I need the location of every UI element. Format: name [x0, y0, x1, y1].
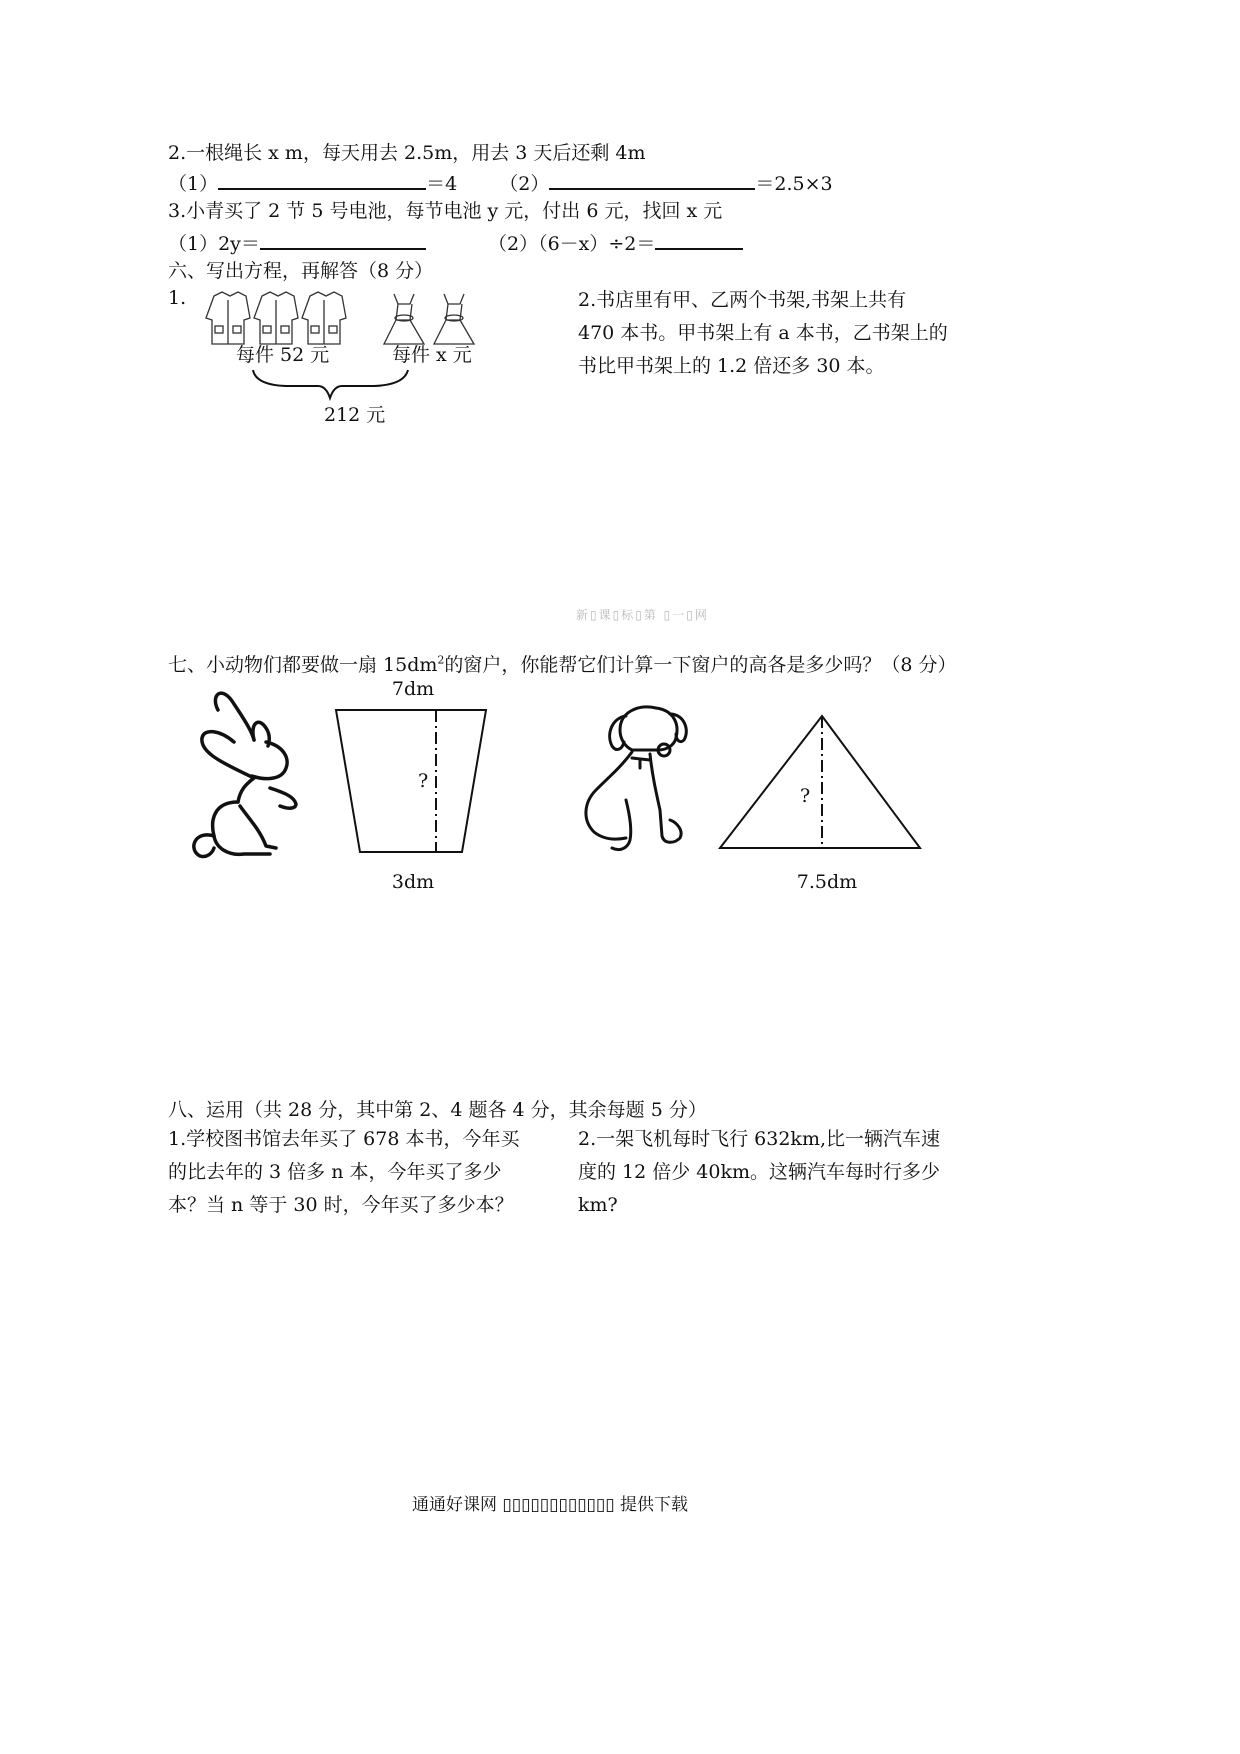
heading-part: 的窗户，你能帮它们计算一下窗户的高各是多少吗？（8 分） [444, 654, 957, 676]
part2-label: （2） [499, 173, 550, 195]
trapezoid-shape [336, 710, 486, 852]
question-6-1-number: 1. [168, 287, 187, 309]
heading-part: 七、小动物们都要做一扇 15dm [168, 654, 438, 676]
total-brace [253, 370, 408, 398]
trapezoid-height-label: ? [418, 770, 429, 792]
part1-label: （1）2y＝ [168, 233, 260, 255]
answer-blank[interactable] [260, 228, 426, 250]
section-7-heading [168, 650, 957, 677]
dog-icon [586, 707, 686, 850]
question-5-2-text: 2.一根绳长 x m，每天用去 2.5m，用去 3 天后还剩 4m [168, 142, 646, 164]
question-5-3-part2 [488, 228, 743, 256]
answer-blank[interactable] [549, 168, 755, 190]
question-8-2-text: 2.一架飞机每时飞行 632km,比一辆汽车速度的 12 倍少 40km。这辆汽车每时行多少 km? [578, 1128, 941, 1216]
rabbit-icon [194, 693, 296, 856]
question-8-1-text: 1.学校图书馆去年买了 678 本书，今年买的比去年的 3 倍多 n 本，今年买了多少本？当 n 等于 30 时，今年买了多少本？ [168, 1128, 520, 1216]
heading-superscript: 2 [437, 653, 445, 667]
answer-blank[interactable] [218, 168, 426, 190]
part2-label: （2）（6－x）÷2＝ [488, 233, 656, 255]
part1-tail: ＝4 [426, 173, 458, 195]
triangle-height-label: ? [800, 785, 811, 807]
watermark: 新▯课▯标▯第 ▯一▯网 [576, 608, 709, 622]
answer-blank[interactable] [655, 228, 743, 250]
dress-icon [384, 294, 474, 344]
section-7-figure [180, 680, 960, 910]
trapezoid-bottom-label: 3dm [391, 871, 435, 893]
coat-price-label: 每件 52 元 [236, 344, 330, 366]
part2-tail: ＝2.5×3 [755, 173, 833, 195]
section-8-heading: 八、运用（共 28 分，其中第 2、4 题各 4 分，其余每题 5 分） [168, 1099, 707, 1121]
triangle-base-label: 7.5dm [796, 871, 858, 893]
question-6-2-text: 2.书店里有甲、乙两个书架,书架上共有 470 本书。甲书架上有 a 本书，乙书架上的书比甲书架上的 1.2 倍还多 30 本。 [578, 289, 948, 377]
coat-icon [206, 292, 346, 344]
trapezoid-top-label: 7dm [391, 678, 435, 700]
clothes-figure [196, 290, 506, 430]
section-6-heading: 六、写出方程，再解答（8 分） [168, 260, 434, 282]
triangle-shape [720, 716, 920, 848]
part1-label: （1） [168, 173, 219, 195]
page-footer: 通通好课网 ▯▯▯▯▯▯▯▯▯▯▯▯ 提供下载 [411, 1495, 689, 1515]
question-5-2-parts [168, 168, 833, 196]
dress-price-label: 每件 x 元 [392, 344, 472, 366]
question-5-3-text: 3.小青买了 2 节 5 号电池，每节电池 y 元，付出 6 元，找回 x 元 [168, 200, 723, 222]
question-5-3-part1 [168, 228, 426, 256]
total-label: 212 元 [324, 404, 386, 426]
